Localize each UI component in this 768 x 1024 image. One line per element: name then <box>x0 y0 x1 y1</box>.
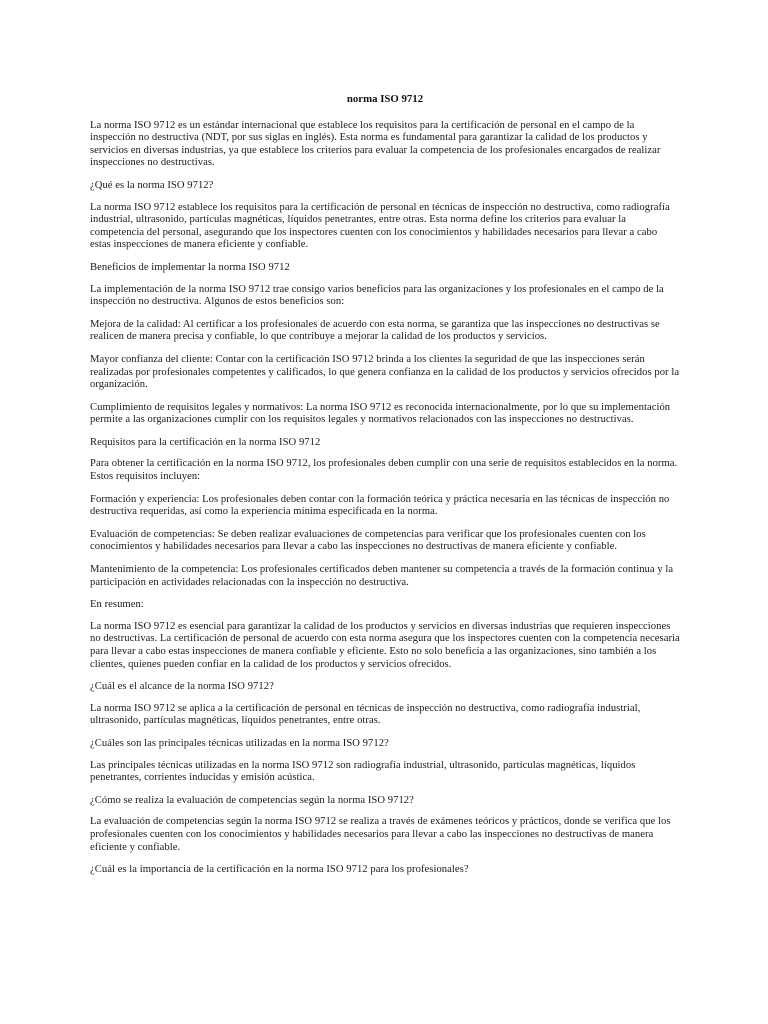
paragraph: La norma ISO 9712 es esencial para garantizar la calidad de los productos y servicios en diversas industrias que requieren inspecciones no destructivas. La certificación de personal de acuerdo con esta norma asegura que los inspectores cuenten con la competencia necesaria para llevar a cabo estas inspecciones de manera confiable y eficiente. Esto no solo beneficia a las organizaciones, sino también a los clientes, quienes pueden confiar en la calidad de los productos y servicios ofrecidos. <box>90 620 680 670</box>
section-heading: ¿Cuáles son las principales técnicas utilizadas en la norma ISO 9712? <box>90 737 389 749</box>
paragraph: Mejora de la calidad: Al certificar a los profesionales de acuerdo con esta norma, se garantiza que las inspecciones no destructivas se realicen de manera precisa y confiable, lo que contribuye a mejorar la calidad de los productos y servicios. <box>90 318 660 343</box>
paragraph: La norma ISO 9712 se aplica a la certificación de personal en técnicas de inspección no destructiva, como radiografía industrial, ultrasonido, partículas magnéticas, líquidos penetrantes, entre otras. <box>90 702 641 727</box>
paragraph: Mantenimiento de la competencia: Los profesionales certificados deben mantener su competencia a través de la formación continua y la participación en actividades relacionadas con la inspección no destructiva. <box>90 564 674 588</box>
paragraph: Cumplimiento de requisitos legales y normativos: La norma ISO 9712 es reconocida internacionalmente, por lo que su implementación permite a las organizaciones cumplir con los requisitos legales y normativos relacionados con las inspecciones no destructivas. <box>90 401 671 426</box>
section-heading: ¿Cuál es el alcance de la norma ISO 9712? <box>90 681 274 693</box>
section-heading: Requisitos para la certificación en la norma ISO 9712 <box>90 436 321 448</box>
document-body <box>90 93 680 886</box>
paragraph: La norma ISO 9712 establece los requisitos para la certificación de personal en técnicas de inspección no destructiva, como radiografía industrial, ultrasonido, partículas magnéticas, líquidos penetrantes, entre otras. Esta norma define los criterios para evaluar la competencia del personal, asegurando que los inspectores cuenten con los conocimientos y habilidades necesarios para llevar a cabo estas inspecciones de manera eficiente y confiable. <box>90 201 670 251</box>
section-heading: ¿Cómo se realiza la evaluación de competencias según la norma ISO 9712? <box>90 794 414 806</box>
section-heading: ¿Qué es la norma ISO 9712? <box>90 179 214 191</box>
paragraph: La norma ISO 9712 es un estándar internacional que establece los requisitos para la certificación de personal en el campo de la inspección no destructiva (NDT, por sus siglas en inglés). Esta norma es fundamental para garantizar la calidad de los productos y servicios en diversas industrias, ya que establece los criterios para evaluar la competencia de los profesionales encargados de realizar inspecciones no destructivas. <box>90 119 661 169</box>
paragraph: La implementación de la norma ISO 9712 trae consigo varios beneficios para las organizaciones y los profesionales en el campo de la inspección no destructiva. Algunos de estos beneficios son: <box>90 283 664 308</box>
document-title: norma ISO 9712 <box>346 93 424 105</box>
section-heading: En resumen: <box>90 599 144 611</box>
paragraph: Formación y experiencia: Los profesionales deben contar con la formación teórica y práctica necesaria en las técnicas de inspección no destructiva requeridas, así como la experiencia mínima especificada en la norma. <box>90 493 670 518</box>
paragraph: Las principales técnicas utilizadas en la norma ISO 9712 son radiografía industrial, ultrasonido, partículas magnéticas, líquidos penetrantes, corrientes inducidas y emisión acústica. <box>90 759 636 784</box>
paragraph: Para obtener la certificación en la norma ISO 9712, los profesionales deben cumplir con una serie de requisitos establecidos en la norma. Estos requisitos incluyen: <box>90 458 678 483</box>
section-heading: Beneficios de implementar la norma ISO 9712 <box>90 261 290 273</box>
paragraph: Mayor confianza del cliente: Contar con la certificación ISO 9712 brinda a los clientes la seguridad de que las inspecciones serán realizadas por profesionales competentes y calificados, lo que genera confianza en la calidad de los productos y servicios ofrecidos por la organización. <box>90 353 680 391</box>
section-heading: ¿Cuál es la importancia de la certificación en la norma ISO 9712 para los profesionales? <box>90 864 469 876</box>
paragraph: La evaluación de competencias según la norma ISO 9712 se realiza a través de exámenes teóricos y prácticos, donde se verifica que los profesionales cuenten con los conocimientos y habilidades necesarios para llevar a cabo las inspecciones no destructivas de manera eficiente y confiable. <box>90 816 671 853</box>
paragraph: Evaluación de competencias: Se deben realizar evaluaciones de competencias para verificar que los profesionales cuenten con los conocimientos y habilidades necesarios para llevar a cabo las inspecciones no destructivas de manera eficiente y confiable. <box>90 528 646 553</box>
